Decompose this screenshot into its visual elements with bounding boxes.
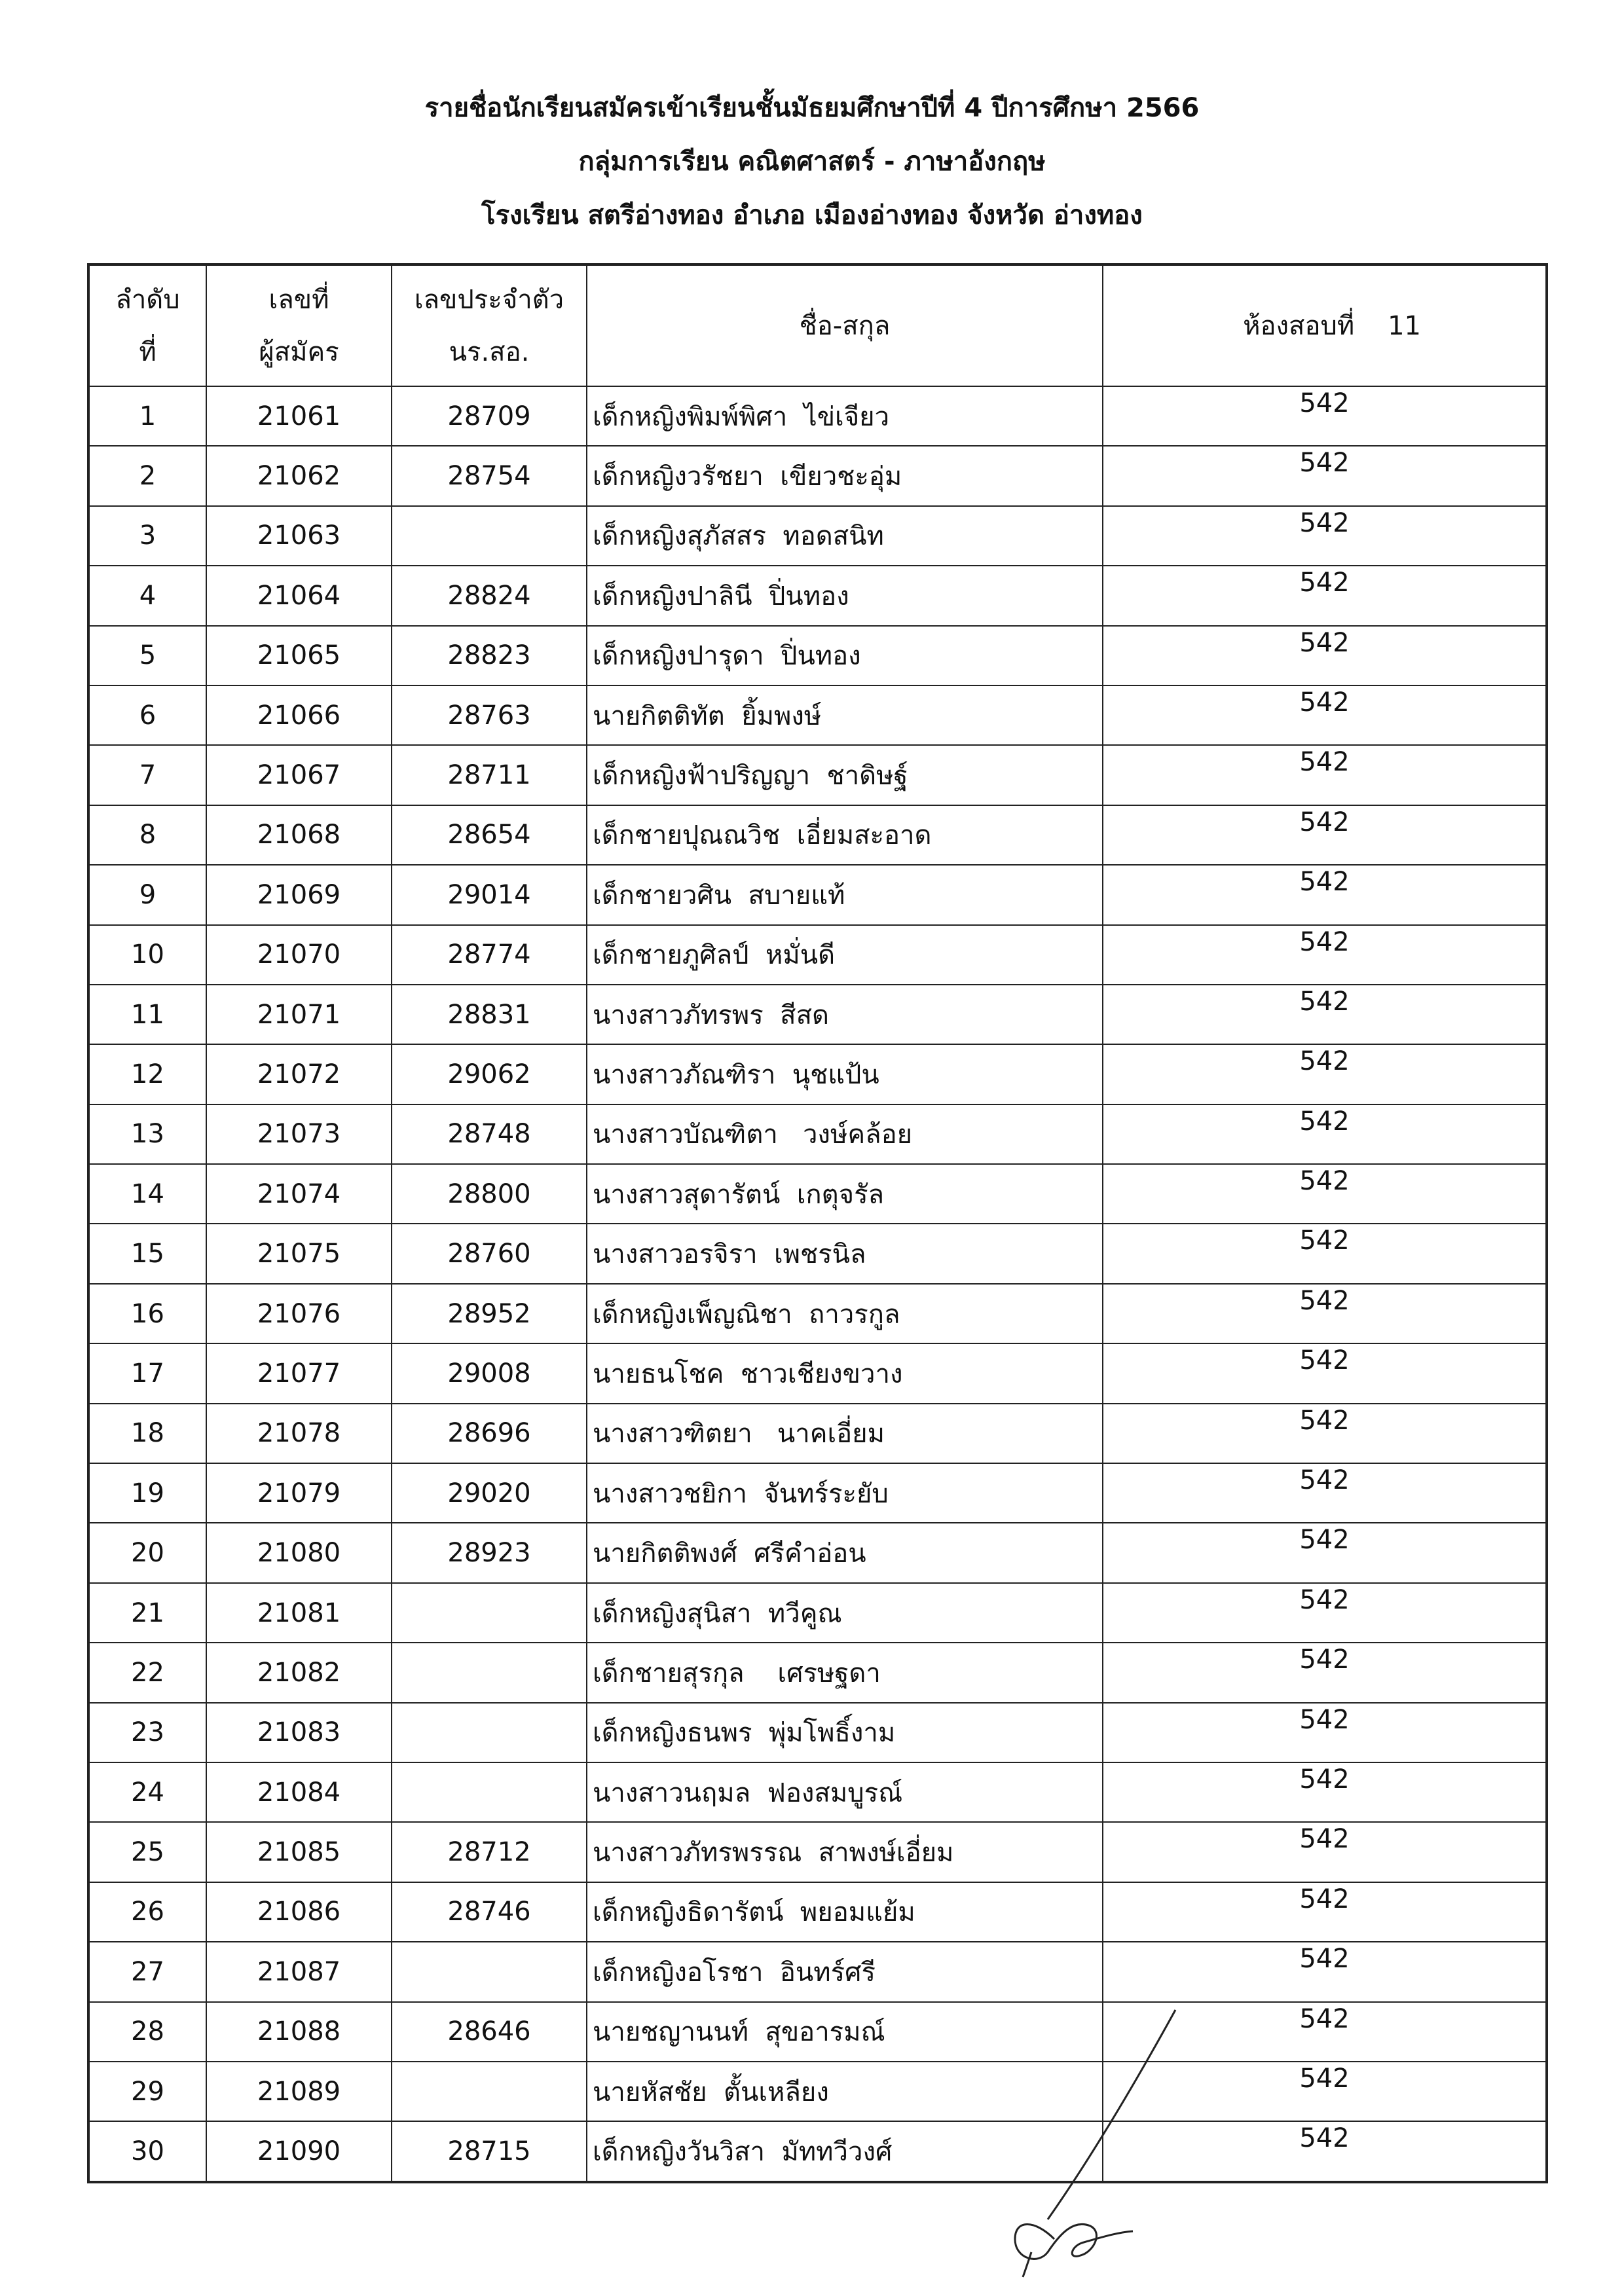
exam-room-cell: 542 (1103, 1583, 1547, 1643)
table-row (88, 1942, 1547, 2001)
col-header-name: ชื่อ-สกุล (587, 264, 1103, 386)
applicant-table (87, 263, 1548, 2183)
table-row (88, 1822, 1547, 1882)
student-name-cell: นางสาวบัณฑิตา วงษ์คล้อย (587, 1104, 1103, 1164)
applicant-number-cell: 21090 (206, 2121, 392, 2181)
student-name-cell: นางสาวภัณฑิรา นุชแป้น (587, 1044, 1103, 1104)
exam-room-cell: 542 (1103, 1822, 1547, 1882)
applicant-number-cell: 21087 (206, 1942, 392, 2001)
applicant-number-cell: 21070 (206, 925, 392, 985)
exam-room-cell: 542 (1103, 685, 1547, 745)
student-name-cell: นายชญานนท์ สุขอารมณ์ (587, 2002, 1103, 2062)
student-name-cell: เด็กชายภูศิลป์ หมั่นดี (587, 925, 1103, 985)
student-id-cell: 28823 (392, 626, 587, 685)
exam-room-cell: 542 (1103, 1463, 1547, 1523)
student-id-cell: 29014 (392, 865, 587, 924)
table-row (88, 805, 1547, 865)
exam-room-cell: 542 (1103, 1942, 1547, 2001)
student-name-cell: นายธนโชค ชาวเชียงขวาง (587, 1343, 1103, 1403)
table-row (88, 1224, 1547, 1283)
student-id-cell (392, 1942, 587, 2001)
applicant-number-cell: 21081 (206, 1583, 392, 1643)
applicant-number-cell: 21075 (206, 1224, 392, 1283)
student-id-cell: 28712 (392, 1822, 587, 1882)
col-header-student-id-line2: นร.สอ. (449, 337, 530, 367)
table-row (88, 1404, 1547, 1463)
student-name-cell: เด็กชายสุรกุล เศรษฐดา (587, 1643, 1103, 1702)
exam-room-cell: 542 (1103, 506, 1547, 566)
seq-cell: 2 (88, 446, 206, 505)
student-id-cell (392, 1703, 587, 1762)
seq-cell: 9 (88, 865, 206, 924)
seq-cell: 22 (88, 1643, 206, 1702)
exam-room-cell: 542 (1103, 2121, 1547, 2181)
student-id-cell (392, 2062, 587, 2121)
exam-room-cell: 542 (1103, 386, 1547, 446)
table-row (88, 506, 1547, 566)
student-id-cell: 28746 (392, 1882, 587, 1942)
applicant-number-cell: 21071 (206, 985, 392, 1044)
student-id-cell: 28760 (392, 1224, 587, 1283)
student-name-cell: นางสาวฑิตยา นาคเอี่ยม (587, 1404, 1103, 1463)
student-id-cell: 28711 (392, 745, 587, 805)
exam-room-cell: 542 (1103, 1224, 1547, 1283)
col-header-student-id (392, 264, 587, 386)
exam-room-cell: 542 (1103, 1104, 1547, 1164)
student-id-cell: 28696 (392, 1404, 587, 1463)
student-name-cell: เด็กหญิงธิดารัตน์ พยอมแย้ม (587, 1882, 1103, 1942)
exam-room-cell: 542 (1103, 1762, 1547, 1822)
table-row (88, 745, 1547, 805)
applicant-number-cell: 21077 (206, 1343, 392, 1403)
seq-cell: 19 (88, 1463, 206, 1523)
student-name-cell: เด็กหญิงฟ้าปริญญา ชาดิษฐ์ (587, 745, 1103, 805)
exam-room-cell: 542 (1103, 1882, 1547, 1942)
student-name-cell: เด็กหญิงปารุดา ปิ่นทอง (587, 626, 1103, 685)
table-header-row (88, 264, 1547, 386)
exam-room-cell: 542 (1103, 985, 1547, 1044)
table-row (88, 1284, 1547, 1343)
student-name-cell: เด็กชายปุณณวิช เอี่ยมสะอาด (587, 805, 1103, 865)
student-id-cell: 28824 (392, 566, 587, 625)
document-title: รายชื่อนักเรียนสมัครเข้าเรียนชั้นมัธยมศึกษาปีที่ 4 ปีการศึกษา 2566 (424, 93, 1200, 123)
student-id-cell (392, 506, 587, 566)
student-id-cell (392, 1643, 587, 1702)
col-header-seq (88, 264, 206, 386)
table-row (88, 1882, 1547, 1942)
table-row (88, 1104, 1547, 1164)
student-name-cell: เด็กหญิงเพ็ญณิชา ถาวรกูล (587, 1284, 1103, 1343)
applicant-number-cell: 21080 (206, 1523, 392, 1582)
exam-room-cell: 542 (1103, 805, 1547, 865)
table-row (88, 1044, 1547, 1104)
student-id-cell: 29062 (392, 1044, 587, 1104)
student-name-cell: เด็กหญิงธนพร พุ่มโพธิ์งาม (587, 1703, 1103, 1762)
student-id-cell: 28774 (392, 925, 587, 985)
table-row (88, 1703, 1547, 1762)
student-id-cell: 28748 (392, 1104, 587, 1164)
student-id-cell (392, 1583, 587, 1643)
table-row (88, 925, 1547, 985)
seq-cell: 27 (88, 1942, 206, 2001)
seq-cell: 11 (88, 985, 206, 1044)
exam-room-cell: 542 (1103, 1703, 1547, 1762)
seq-cell: 6 (88, 685, 206, 745)
exam-room-cell: 542 (1103, 1404, 1547, 1463)
applicant-number-cell: 21088 (206, 2002, 392, 2062)
school-title: โรงเรียน สตรีอ่างทอง อำเภอ เมืองอ่างทอง จังหวัด อ่างทอง (481, 200, 1143, 230)
student-name-cell: เด็กหญิงพิมพ์พิศา ไข่เจียว (587, 386, 1103, 446)
applicant-number-cell: 21063 (206, 506, 392, 566)
exam-room-cell: 542 (1103, 566, 1547, 625)
seq-cell: 18 (88, 1404, 206, 1463)
student-name-cell: เด็กชายวศิน สบายแท้ (587, 865, 1103, 924)
applicant-number-cell: 21062 (206, 446, 392, 505)
table-row (88, 2002, 1547, 2062)
seq-cell: 15 (88, 1224, 206, 1283)
applicant-number-cell: 21074 (206, 1164, 392, 1224)
table-row (88, 626, 1547, 685)
student-id-cell: 28715 (392, 2121, 587, 2181)
applicant-number-cell: 21078 (206, 1404, 392, 1463)
exam-room-cell: 542 (1103, 1523, 1547, 1582)
applicant-number-cell: 21061 (206, 386, 392, 446)
seq-cell: 4 (88, 566, 206, 625)
applicant-number-cell: 21079 (206, 1463, 392, 1523)
student-name-cell: นางสาวอรจิรา เพชรนิล (587, 1224, 1103, 1283)
seq-cell: 8 (88, 805, 206, 865)
exam-room-cell: 542 (1103, 745, 1547, 805)
seq-cell: 24 (88, 1762, 206, 1822)
exam-room-cell: 542 (1103, 2002, 1547, 2062)
seq-cell: 5 (88, 626, 206, 685)
applicant-number-cell: 21072 (206, 1044, 392, 1104)
student-name-cell: นางสาวชยิกา จันทร์ระยับ (587, 1463, 1103, 1523)
student-id-cell: 28646 (392, 2002, 587, 2062)
table-row (88, 386, 1547, 446)
handwritten-signature (976, 2003, 1198, 2278)
table-row (88, 865, 1547, 924)
applicant-number-cell: 21085 (206, 1822, 392, 1882)
seq-cell: 14 (88, 1164, 206, 1224)
table-row (88, 1164, 1547, 1224)
exam-room-cell: 542 (1103, 446, 1547, 505)
seq-cell: 7 (88, 745, 206, 805)
seq-cell: 25 (88, 1822, 206, 1882)
seq-cell: 13 (88, 1104, 206, 1164)
seq-cell: 16 (88, 1284, 206, 1343)
student-id-cell: 28952 (392, 1284, 587, 1343)
page-header (0, 92, 1624, 253)
seq-cell: 26 (88, 1882, 206, 1942)
exam-room-cell: 542 (1103, 1164, 1547, 1224)
student-id-cell (392, 1762, 587, 1822)
student-name-cell: นายกิตติทัต ยิ้มพงษ์ (587, 685, 1103, 745)
table-body (88, 386, 1547, 2182)
applicant-number-cell: 21076 (206, 1284, 392, 1343)
exam-room-cell: 542 (1103, 925, 1547, 985)
exam-room-cell: 542 (1103, 1643, 1547, 1702)
seq-cell: 28 (88, 2002, 206, 2062)
applicant-number-cell: 21073 (206, 1104, 392, 1164)
applicant-number-cell: 21086 (206, 1882, 392, 1942)
col-header-applicant-line1: เลขที่ (268, 284, 329, 315)
seq-cell: 29 (88, 2062, 206, 2121)
applicant-number-cell: 21084 (206, 1762, 392, 1822)
table-row (88, 1523, 1547, 1582)
student-id-cell: 28654 (392, 805, 587, 865)
exam-room-cell: 542 (1103, 865, 1547, 924)
col-header-applicant-line2: ผู้สมัคร (259, 337, 339, 367)
student-name-cell: นางสาวนฤมล ฟองสมบูรณ์ (587, 1762, 1103, 1822)
applicant-number-cell: 21064 (206, 566, 392, 625)
student-id-cell: 28800 (392, 1164, 587, 1224)
student-id-cell: 28831 (392, 985, 587, 1044)
col-header-seq-line2: ที่ (139, 337, 157, 367)
exam-room-cell: 542 (1103, 2062, 1547, 2121)
applicant-number-cell: 21067 (206, 745, 392, 805)
student-id-cell: 28754 (392, 446, 587, 505)
applicant-number-cell: 21065 (206, 626, 392, 685)
student-name-cell: นางสาวสุดารัตน์ เกตุจรัล (587, 1164, 1103, 1224)
student-id-cell: 28763 (392, 685, 587, 745)
table-row (88, 685, 1547, 745)
seq-cell: 21 (88, 1583, 206, 1643)
col-header-student-id-line1: เลขประจำตัว (414, 284, 564, 315)
student-name-cell: นางสาวภัทรพรรณ สาพงษ์เอี่ยม (587, 1822, 1103, 1882)
seq-cell: 12 (88, 1044, 206, 1104)
col-header-applicant (206, 264, 392, 386)
applicant-number-cell: 21083 (206, 1703, 392, 1762)
exam-room-cell: 542 (1103, 1284, 1547, 1343)
exam-room-cell: 542 (1103, 1044, 1547, 1104)
table-row (88, 1343, 1547, 1403)
col-header-seq-line1: ลำดับ (115, 284, 180, 315)
student-name-cell: นายหัสชัย ตั้นเหลียง (587, 2062, 1103, 2121)
seq-cell: 1 (88, 386, 206, 446)
student-name-cell: เด็กหญิงสุภัสสร ทอดสนิท (587, 506, 1103, 566)
table-row (88, 1463, 1547, 1523)
table-row (88, 1643, 1547, 1702)
applicant-number-cell: 21082 (206, 1643, 392, 1702)
student-id-cell: 29008 (392, 1343, 587, 1403)
program-title: กลุ่มการเรียน คณิตศาสตร์ - ภาษาอังกฤษ (578, 147, 1046, 177)
col-header-room: ห้องสอบที่ 11 (1103, 264, 1547, 386)
table-row (88, 566, 1547, 625)
applicant-number-cell: 21068 (206, 805, 392, 865)
student-name-cell: เด็กหญิงวรัชยา เขียวชะอุ่ม (587, 446, 1103, 505)
table-row (88, 985, 1547, 1044)
applicant-number-cell: 21069 (206, 865, 392, 924)
seq-cell: 3 (88, 506, 206, 566)
table-row (88, 446, 1547, 505)
seq-cell: 20 (88, 1523, 206, 1582)
applicant-number-cell: 21089 (206, 2062, 392, 2121)
student-name-cell: เด็กหญิงวันวิสา มัททวีวงศ์ (587, 2121, 1103, 2181)
exam-room-cell: 542 (1103, 626, 1547, 685)
student-id-cell: 28709 (392, 386, 587, 446)
student-name-cell: นายกิตติพงศ์ ศรีคำอ่อน (587, 1523, 1103, 1582)
seq-cell: 23 (88, 1703, 206, 1762)
exam-room-cell: 542 (1103, 1343, 1547, 1403)
student-name-cell: เด็กหญิงสุนิสา ทวีคูณ (587, 1583, 1103, 1643)
student-name-cell: เด็กหญิงอโรชา อินทร์ศรี (587, 1942, 1103, 2001)
table-row (88, 1583, 1547, 1643)
seq-cell: 10 (88, 925, 206, 985)
seq-cell: 30 (88, 2121, 206, 2181)
table-row (88, 2121, 1547, 2181)
student-name-cell: นางสาวภัทรพร สีสด (587, 985, 1103, 1044)
student-id-cell: 28923 (392, 1523, 587, 1582)
student-name-cell: เด็กหญิงปาลินี ปิ่นทอง (587, 566, 1103, 625)
student-id-cell: 29020 (392, 1463, 587, 1523)
table-row (88, 2062, 1547, 2121)
applicant-number-cell: 21066 (206, 685, 392, 745)
table-row (88, 1762, 1547, 1822)
seq-cell: 17 (88, 1343, 206, 1403)
